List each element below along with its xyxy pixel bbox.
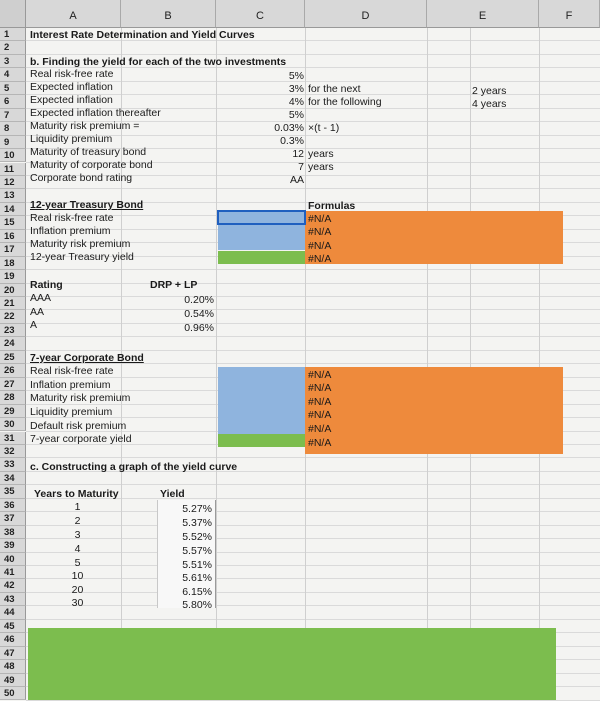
row-header[interactable]: 24 — [0, 337, 26, 350]
label-treasury-inflation-premium: Inflation premium — [30, 225, 111, 237]
section-b-heading: b. Finding the yield for each of the two investments — [30, 56, 287, 68]
label-maturity-corporate: Maturity of corporate bond — [30, 159, 153, 171]
note-for-the-next: for the next — [308, 83, 361, 95]
select-all-corner[interactable] — [0, 0, 26, 28]
formula-na[interactable]: #N/A — [308, 437, 332, 449]
drp-aaa[interactable]: 0.20% — [184, 294, 214, 306]
value-corporate-bond-rating[interactable]: AA — [289, 174, 304, 186]
gridline — [470, 28, 471, 700]
row-header[interactable]: 34 — [0, 472, 26, 485]
value-expected-inflation-thereafter[interactable]: 5% — [288, 109, 304, 121]
unit-years: years — [308, 148, 334, 160]
gridline — [26, 188, 600, 189]
formula-na[interactable]: #N/A — [308, 396, 332, 408]
label-corp-liquidity-premium: Liquidity premium — [30, 406, 113, 418]
treasury-input-fill — [218, 224, 305, 250]
maturity-premium-formula: ×(t - 1) — [308, 122, 340, 134]
row-header[interactable]: 3 — [0, 55, 26, 68]
row-header[interactable]: 14 — [0, 203, 26, 216]
row-header[interactable]: 49 — [0, 674, 26, 687]
row-header[interactable]: 43 — [0, 593, 26, 606]
row-header[interactable]: 40 — [0, 553, 26, 566]
gridline — [26, 283, 600, 284]
label-liquidity-premium: Liquidity premium — [30, 133, 113, 145]
corporate-input-fill — [218, 367, 305, 434]
row-header[interactable]: 13 — [0, 189, 26, 202]
label-maturity-treasury: Maturity of treasury bond — [30, 146, 147, 158]
yield-cell[interactable]: 6.15% — [182, 586, 212, 598]
row-header[interactable]: 7 — [0, 109, 26, 122]
gridline — [539, 28, 540, 700]
graph-area-fill — [28, 628, 556, 700]
formula-na[interactable]: #N/A — [308, 226, 332, 238]
row-header[interactable]: 30 — [0, 418, 26, 431]
row-header[interactable]: 50 — [0, 687, 26, 700]
row-header[interactable]: 47 — [0, 647, 26, 660]
row-header[interactable]: 11 — [0, 163, 26, 176]
corporate-yield-fill — [218, 434, 305, 447]
years-to-maturity-heading: Years to Maturity — [34, 488, 119, 500]
drp-lp-heading: DRP + LP — [150, 279, 198, 291]
row-header[interactable]: 19 — [0, 270, 26, 283]
treasury-bond-heading: 12-year Treasury Bond — [30, 199, 144, 211]
rating-heading: Rating — [30, 279, 63, 291]
formula-na[interactable]: #N/A — [308, 253, 332, 265]
treasury-yield-fill — [218, 251, 305, 264]
label-maturity-risk-premium: Maturity risk premium = — [30, 120, 140, 132]
sheet-title: Interest Rate Determination and Yield Curves — [30, 29, 255, 41]
row-header[interactable]: 5 — [0, 82, 26, 95]
label-corp-real-risk-free: Real risk-free rate — [30, 365, 114, 377]
drp-a[interactable]: 0.96% — [184, 322, 214, 334]
row-header[interactable]: 18 — [0, 257, 26, 270]
formula-na[interactable]: #N/A — [308, 382, 332, 394]
label-corporate-bond-rating: Corporate bond rating — [30, 172, 133, 184]
note-for-the-following: for the following — [308, 96, 382, 108]
years-to-maturity-cell[interactable]: 2 — [74, 515, 81, 527]
formula-na[interactable]: #N/A — [308, 213, 332, 225]
label-corp-yield: 7-year corporate yield — [30, 433, 132, 445]
formula-na[interactable]: #N/A — [308, 423, 332, 435]
yield-heading: Yield — [160, 488, 185, 500]
gridline — [26, 336, 600, 337]
row-header[interactable]: 33 — [0, 458, 26, 471]
label-expected-inflation-1: Expected inflation — [30, 81, 113, 93]
yield-cell[interactable]: 5.27% — [182, 503, 212, 515]
label-corp-inflation-premium: Inflation premium — [30, 379, 111, 391]
label-treasury-real-risk-free: Real risk-free rate — [30, 212, 114, 224]
row-header[interactable]: 15 — [0, 216, 26, 229]
years-to-maturity-cell[interactable]: 4 — [74, 543, 81, 555]
gridline — [26, 269, 600, 270]
label-treasury-yield: 12-year Treasury yield — [30, 251, 134, 263]
yield-cell[interactable]: 5.80% — [182, 599, 212, 611]
gridline — [26, 54, 600, 55]
label-real-risk-free-rate: Real risk-free rate — [30, 68, 114, 80]
formula-na[interactable]: #N/A — [308, 369, 332, 381]
drp-aa[interactable]: 0.54% — [184, 308, 214, 320]
row-header[interactable]: 46 — [0, 633, 26, 646]
formula-na[interactable]: #N/A — [308, 240, 332, 252]
yield-cell[interactable]: 5.61% — [182, 572, 212, 584]
row-header[interactable]: 17 — [0, 243, 26, 256]
yield-cell[interactable]: 5.37% — [182, 517, 212, 529]
label-expected-inflation-2: Expected inflation — [30, 94, 113, 106]
row-header[interactable]: 44 — [0, 606, 26, 619]
yield-cell[interactable]: 5.52% — [182, 531, 212, 543]
years-to-maturity-cell[interactable]: 1 — [74, 501, 81, 513]
row-header[interactable]: 10 — [0, 149, 26, 162]
row-header[interactable]: 8 — [0, 122, 26, 135]
formula-na[interactable]: #N/A — [308, 409, 332, 421]
row-header[interactable]: 29 — [0, 405, 26, 418]
row-header[interactable]: 28 — [0, 391, 26, 404]
row-header[interactable]: 12 — [0, 176, 26, 189]
gridline — [26, 457, 600, 458]
gridline — [427, 28, 428, 700]
row-header[interactable]: 1 — [0, 28, 26, 41]
value-maturity-corporate[interactable]: 7 — [298, 161, 304, 173]
value-maturity-risk-premium[interactable]: 0.03% — [274, 122, 304, 134]
row-header[interactable]: 23 — [0, 324, 26, 337]
row-header[interactable]: 38 — [0, 526, 26, 539]
gridline — [26, 296, 600, 297]
years-to-maturity-cell[interactable]: 10 — [71, 570, 84, 582]
label-corp-maturity-risk-premium: Maturity risk premium — [30, 392, 131, 404]
yield-cell[interactable]: 5.51% — [182, 559, 212, 571]
row-header[interactable]: 32 — [0, 445, 26, 458]
value-liquidity-premium[interactable]: 0.3% — [280, 135, 304, 147]
column-header-b[interactable]: B — [121, 0, 216, 28]
rating-aaa: AAA — [30, 292, 52, 304]
column-header-a[interactable]: A — [26, 0, 121, 28]
unit-years: years — [308, 161, 334, 173]
row-header[interactable]: 4 — [0, 68, 26, 81]
row-header[interactable]: 22 — [0, 310, 26, 323]
row-header[interactable]: 20 — [0, 284, 26, 297]
row-header[interactable]: 16 — [0, 230, 26, 243]
row-header[interactable]: 37 — [0, 512, 26, 525]
value-expected-inflation-1[interactable]: 3% — [288, 83, 304, 95]
row-header[interactable]: 27 — [0, 378, 26, 391]
years-to-maturity-cell[interactable]: 5 — [74, 557, 81, 569]
label-corp-default-risk-premium: Default risk premium — [30, 420, 127, 432]
gridline — [305, 28, 306, 700]
value-maturity-treasury[interactable]: 12 — [292, 148, 304, 160]
formulas-heading: Formulas — [308, 200, 356, 212]
years-to-maturity-cell[interactable]: 30 — [71, 597, 84, 609]
row-header[interactable]: 6 — [0, 95, 26, 108]
column-header-e[interactable]: E — [427, 0, 539, 28]
row-header[interactable]: 48 — [0, 660, 26, 673]
corporate-formulas-fill — [305, 367, 563, 454]
column-header-d[interactable]: D — [305, 0, 427, 28]
row-header[interactable]: 41 — [0, 566, 26, 579]
gridline — [26, 323, 600, 324]
row-header[interactable]: 21 — [0, 297, 26, 310]
row-header[interactable]: 26 — [0, 364, 26, 377]
row-header[interactable]: 36 — [0, 499, 26, 512]
column-header-f[interactable]: F — [539, 0, 600, 28]
row-header[interactable]: 45 — [0, 620, 26, 633]
label-expected-inflation-thereafter: Expected inflation thereafter — [30, 107, 161, 119]
row-header[interactable]: 42 — [0, 579, 26, 592]
gridline — [26, 309, 600, 310]
gridline — [26, 619, 600, 620]
rating-a: A — [30, 319, 38, 331]
row-header[interactable]: 31 — [0, 432, 26, 445]
column-header-c[interactable]: C — [216, 0, 305, 28]
row-header[interactable]: 35 — [0, 485, 26, 498]
years-to-maturity-cell[interactable]: 3 — [74, 529, 81, 541]
years-4: 4 years — [472, 98, 507, 110]
years-2: 2 years — [472, 85, 507, 97]
section-c-heading: c. Constructing a graph of the yield curve — [30, 461, 238, 473]
corporate-bond-heading: 7-year Corporate Bond — [30, 352, 144, 364]
years-to-maturity-cell[interactable]: 20 — [71, 584, 84, 596]
rating-aa: AA — [30, 306, 45, 318]
value-expected-inflation-2[interactable]: 4% — [288, 96, 304, 108]
gridline — [216, 28, 217, 700]
yield-cell[interactable]: 5.57% — [182, 545, 212, 557]
value-real-risk-free-rate[interactable]: 5% — [288, 70, 304, 82]
label-treasury-maturity-risk-premium: Maturity risk premium — [30, 238, 131, 250]
row-header[interactable]: 2 — [0, 41, 26, 54]
active-cell-selection[interactable] — [217, 210, 306, 225]
formulas-fill — [305, 211, 563, 264]
gridline — [26, 484, 600, 485]
gridline — [26, 350, 600, 351]
row-header[interactable]: 9 — [0, 136, 26, 149]
row-header[interactable]: 25 — [0, 351, 26, 364]
row-header[interactable]: 39 — [0, 539, 26, 552]
